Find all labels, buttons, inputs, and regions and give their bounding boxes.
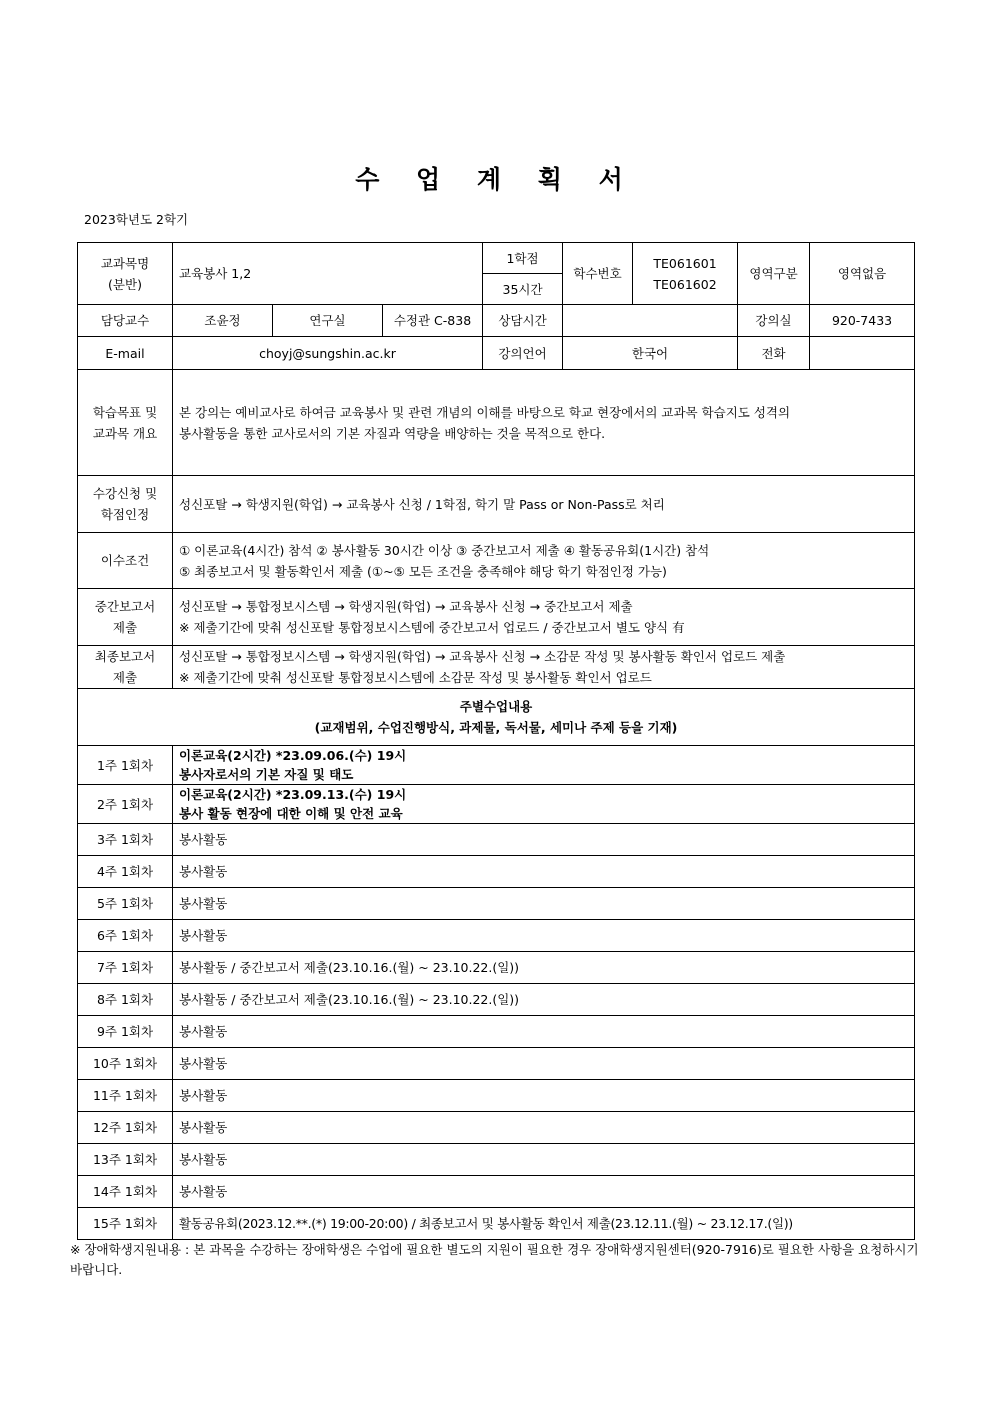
week-label: 7주 1회차 [78, 952, 173, 984]
final-label-cell [78, 646, 173, 689]
week-row [78, 1080, 915, 1112]
final-row [78, 646, 915, 689]
week-content-line-1: 이론교육(2시간) *23.09.06.(수) 19시 [179, 748, 407, 763]
week-row [78, 746, 915, 785]
week-content-line-1: 이론교육(2시간) *23.09.13.(수) 19시 [179, 787, 407, 802]
completion-line-2: ⑤ 최종보고서 및 활동확인서 제출 (①~⑤ 모든 조건을 충족해야 해당 학기 학점인정 가능) [179, 563, 667, 579]
week-label: 6주 1회차 [78, 920, 173, 952]
week-label: 3주 1회차 [78, 824, 173, 856]
language-value: 한국어 [563, 337, 738, 370]
midterm-line-1: 성신포탈 → 통합정보시스템 → 학생지원(학업) → 교육봉사 신청 → 중간보고서 제출 [179, 599, 633, 614]
week-row [78, 1112, 915, 1144]
room-value: 920-7433 [810, 305, 915, 337]
weekly-header-row [78, 689, 915, 746]
week-label: 15주 1회차 [78, 1208, 173, 1240]
week-content: 봉사활동 [173, 1080, 915, 1112]
course-label-cell [78, 243, 173, 305]
week-label: 13주 1회차 [78, 1144, 173, 1176]
week-row [78, 1016, 915, 1048]
week-row [78, 984, 915, 1016]
syllabus-table [77, 242, 915, 1240]
week-label: 2주 1회차 [78, 785, 173, 824]
week-label: 1주 1회차 [78, 746, 173, 785]
enroll-row [78, 476, 915, 533]
section-label: (분반) [108, 276, 142, 292]
week-label: 14주 1회차 [78, 1176, 173, 1208]
week-row [78, 785, 915, 824]
week-label: 10주 1회차 [78, 1048, 173, 1080]
course-code-1: TE061601 [653, 255, 717, 271]
midterm-line-2: ※ 제출기간에 맞춰 성신포탈 통합정보시스템에 중간보고서 업로드 / 중간보고서 별도 양식 有 [179, 620, 685, 635]
semester-label: 2023학년도 2학기 [84, 212, 189, 227]
week-label: 8주 1회차 [78, 984, 173, 1016]
enroll-content: 성신포탈 → 학생지원(학업) → 교육봉사 신청 / 1학점, 학기 말 Pass or Non-Pass로 처리 [173, 476, 915, 533]
week-label: 12주 1회차 [78, 1112, 173, 1144]
course-code-2: TE061602 [653, 276, 717, 292]
room-label: 강의실 [738, 305, 810, 337]
week-content: 봉사활동 [173, 1176, 915, 1208]
enroll-label-cell [78, 476, 173, 533]
course-row-top [78, 243, 915, 274]
completion-line-1: ① 이론교육(4시간) 참석 ② 봉사활동 30시간 이상 ③ 중간보고서 제출 ④ 활동공유회(1시간) 참석 [179, 542, 710, 558]
week-row [78, 856, 915, 888]
week-content [173, 746, 915, 785]
email-value: choyj@sungshin.ac.kr [173, 337, 483, 370]
midterm-content [173, 589, 915, 646]
completion-row [78, 533, 915, 589]
week-content: 활동공유회(2023.12.**.(*) 19:00-20:00) / 최종보고서 및 봉사활동 확인서 제출(23.12.11.(월) ~ 23.12.17.(일)) [173, 1208, 915, 1240]
professor-row [78, 305, 915, 337]
week-row [78, 824, 915, 856]
course-code-cell [633, 243, 738, 305]
office-value: 수정관 C-838 [383, 305, 483, 337]
weekly-header-subtitle: (교재범위, 수업진행방식, 과제물, 독서물, 세미나 주제 등을 기재) [314, 720, 678, 735]
midterm-label-cell [78, 589, 173, 646]
weekly-header [78, 689, 915, 746]
week-content: 봉사활동 [173, 856, 915, 888]
week-content: 봉사활동 / 중간보고서 제출(23.10.16.(월) ~ 23.10.22.(일)) [173, 984, 915, 1016]
professor-label: 담당교수 [78, 305, 173, 337]
email-row [78, 337, 915, 370]
phone-value [810, 337, 915, 370]
enroll-label-2: 학점인정 [100, 507, 150, 522]
midterm-label-2: 제출 [112, 620, 138, 635]
final-line-2: ※ 제출기간에 맞춰 성신포탈 통합정보시스템에 소감문 작성 및 봉사활동 확인서 업로드 [179, 670, 652, 685]
midterm-row [78, 589, 915, 646]
week-content: 봉사활동 [173, 1048, 915, 1080]
week-content: 봉사활동 [173, 824, 915, 856]
language-label: 강의언어 [483, 337, 563, 370]
final-content [173, 646, 915, 689]
completion-label: 이수조건 [78, 533, 173, 589]
week-row [78, 1208, 915, 1240]
consult-label: 상담시간 [483, 305, 563, 337]
objective-label-cell [78, 370, 173, 476]
office-label: 연구실 [273, 305, 383, 337]
objective-line-1: 본 강의는 예비교사로 하여금 교육봉사 및 관련 개념의 이해를 바탕으로 학교 현장에서의 교과목 학습지도 성격의 [179, 404, 791, 420]
objective-content [173, 370, 915, 476]
objective-line-2: 봉사활동을 통한 교사로서의 기본 자질과 역량을 배양하는 것을 목적으로 한다. [179, 425, 606, 441]
enroll-label-1: 수강신청 및 [92, 486, 158, 501]
week-row [78, 1176, 915, 1208]
week-label: 5주 1회차 [78, 888, 173, 920]
week-content: 봉사활동 [173, 1016, 915, 1048]
week-row [78, 952, 915, 984]
week-label: 9주 1회차 [78, 1016, 173, 1048]
week-label: 4주 1회차 [78, 856, 173, 888]
area-value: 영역없음 [810, 243, 915, 305]
week-content: 봉사활동 [173, 888, 915, 920]
week-content: 봉사활동 [173, 1144, 915, 1176]
professor-name: 조윤정 [173, 305, 273, 337]
week-row [78, 1048, 915, 1080]
midterm-label-1: 중간보고서 [94, 599, 156, 614]
week-content-line-2: 봉사자로서의 기본 자질 및 태도 [179, 767, 354, 782]
objective-label-2: 교과목 개요 [92, 425, 158, 441]
week-row [78, 920, 915, 952]
week-row [78, 1144, 915, 1176]
week-content [173, 785, 915, 824]
final-line-1: 성신포탈 → 통합정보시스템 → 학생지원(학업) → 교육봉사 신청 → 소감문 작성 및 봉사활동 확인서 업로드 제출 [179, 649, 786, 664]
course-label: 교과목명 [100, 255, 150, 271]
week-label: 11주 1회차 [78, 1080, 173, 1112]
week-row [78, 888, 915, 920]
disability-support-note: ※ 장애학생지원내용 : 본 과목을 수강하는 장애학생은 수업에 필요한 별도의 지원이 필요한 경우 장애학생지원센터(920-7916)로 필요한 사항을 요청하시기 바랍니다. [70, 1242, 919, 1277]
email-label: E-mail [78, 337, 173, 370]
phone-label: 전화 [738, 337, 810, 370]
week-content-line-2: 봉사 활동 현장에 대한 이해 및 안전 교육 [179, 806, 403, 821]
week-content: 봉사활동 [173, 920, 915, 952]
objective-row [78, 370, 915, 476]
course-code-label: 학수번호 [563, 243, 633, 305]
document-title: 수 업 계 획 서 [355, 165, 637, 194]
week-content: 봉사활동 [173, 1112, 915, 1144]
hours: 35시간 [483, 274, 563, 305]
area-label: 영역구분 [738, 243, 810, 305]
final-label-2: 제출 [112, 670, 138, 685]
week-content: 봉사활동 / 중간보고서 제출(23.10.16.(월) ~ 23.10.22.(일)) [173, 952, 915, 984]
weekly-header-title: 주별수업내용 [459, 699, 533, 714]
final-label-1: 최종보고서 [94, 649, 156, 664]
completion-content [173, 533, 915, 589]
consult-value [563, 305, 738, 337]
course-name: 교육봉사 1,2 [173, 243, 483, 305]
credits: 1학점 [483, 243, 563, 274]
objective-label-1: 학습목표 및 [92, 404, 158, 420]
